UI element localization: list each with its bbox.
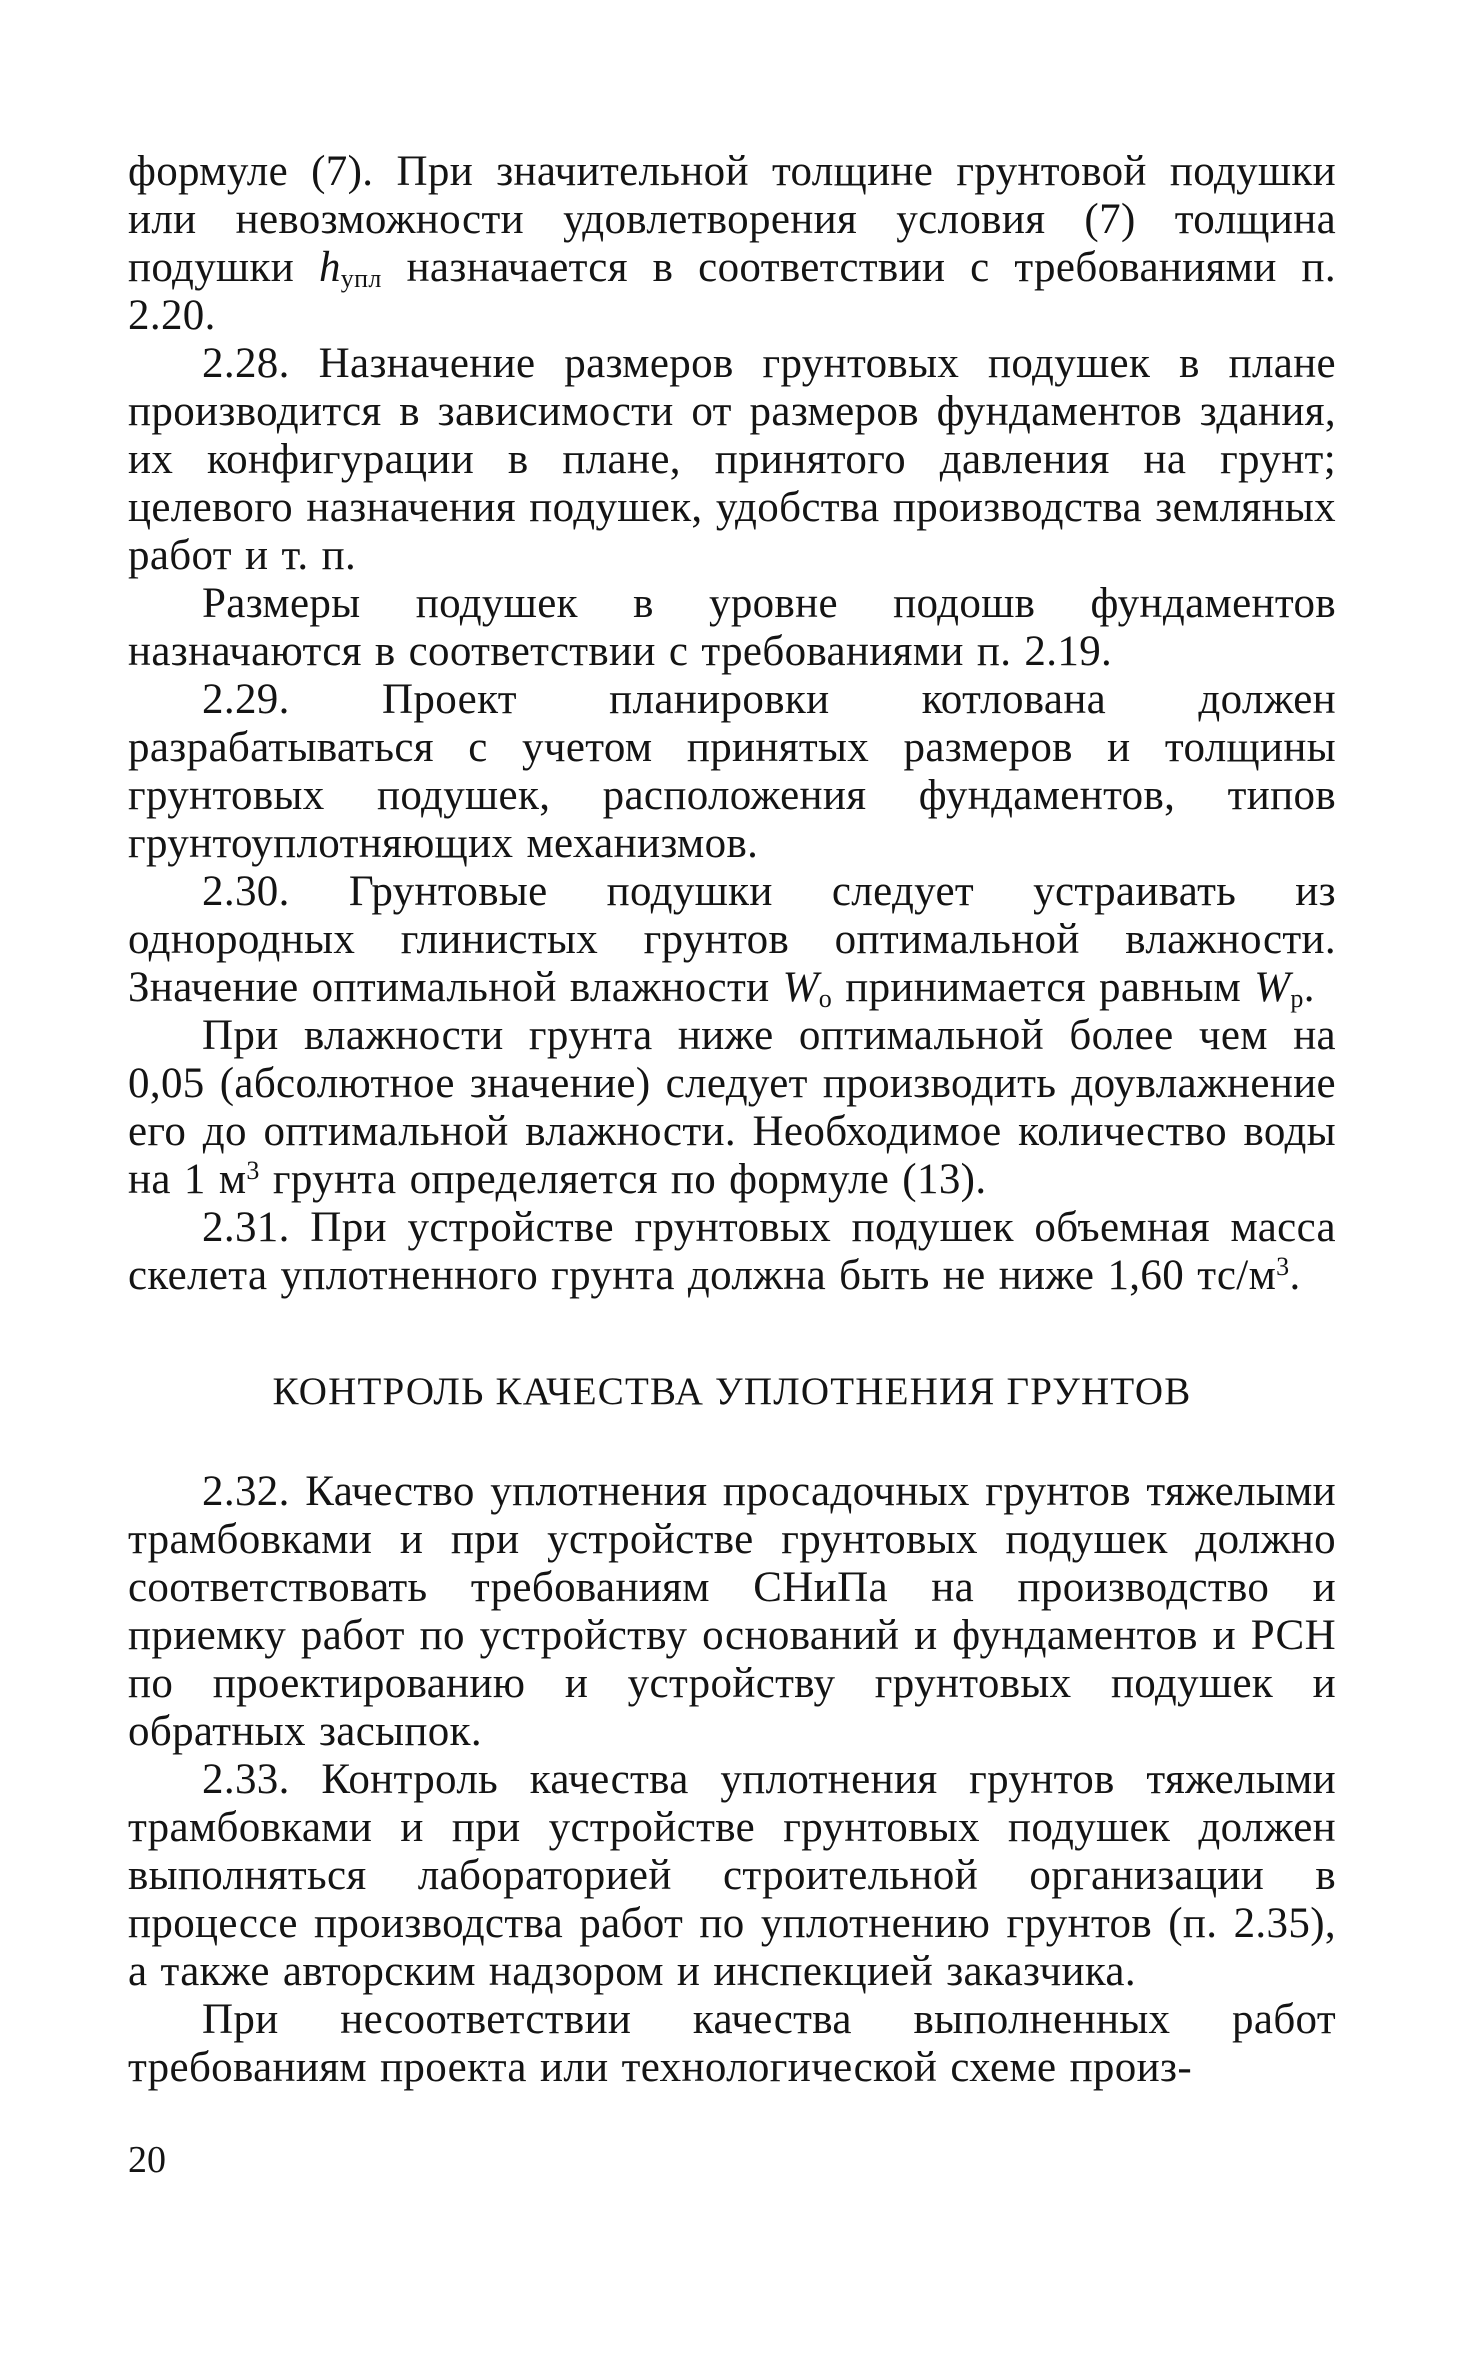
superscript: 3 [246, 1156, 260, 1185]
paragraph-2-32: 2.32. Качество уплотнения просадочных грунтов тяжелыми трамбовками и при устройстве грунтовых подушек должно соответствовать требованиям СНиПа на производство и приемку работ по устройству оснований и фундаментов и РСН по проектированию и устройству грунтовых подушек и обратных засыпок. [128, 1468, 1336, 1755]
paragraph-text: При влажности грунта ниже оптимальной более чем на 0,05 (абсолютное значение) следует производить доувлажнение его до оптимальной влажности. Необходимое количество воды на 1 м [128, 1012, 1336, 1203]
paragraph-text: 2.31. При устройстве грунтовых подушек объемная масса скелета уплотненного грунта должна быть не ниже 1,60 тс/м [128, 1204, 1336, 1299]
paragraph-moisture [128, 1012, 1336, 1204]
symbol-subscript: o [818, 984, 833, 1013]
paragraph-text: . [1289, 1252, 1301, 1299]
paragraph-2-28: 2.28. Назначение размеров грунтовых подушек в плане производится в зависимости от размеров фундаментов здания, их конфигурации в плане, принятого давления на грунт; целевого назначения подушек, удобства производства земляных работ и т. п. [128, 340, 1336, 579]
symbol-h: h [318, 244, 341, 291]
paragraph-text: . [1303, 964, 1315, 1011]
document-page [128, 148, 1336, 2298]
page-number: 20 [128, 2139, 166, 2181]
section-heading: КОНТРОЛЬ КАЧЕСТВА УПЛОТНЕНИЯ ГРУНТОВ [272, 1370, 1192, 1413]
paragraph-2-31 [128, 1204, 1336, 1300]
paragraph-text: 2.30. Грунтовые подушки следует устраивать из однородных глинистых грунтов оптимальной влажности. Значение оптимальной влажности [128, 868, 1336, 1011]
symbol-w: W [1254, 964, 1291, 1011]
paragraph-text: грунта определяется по формуле (13). [259, 1156, 987, 1203]
paragraph-text: принимается равным [832, 964, 1255, 1011]
paragraph-2-30 [128, 868, 1336, 1012]
superscript: 3 [1276, 1252, 1290, 1281]
symbol-w: W [782, 964, 819, 1011]
symbol-subscript: p [1290, 984, 1304, 1013]
paragraph-continuation [128, 148, 1336, 340]
paragraph-2-29: 2.29. Проект планировки котлована должен разрабатываться с учетом принятых размеров и толщины грунтовых подушек, расположения фундаментов, типов грунтоуплотняющих механизмов. [128, 676, 1336, 867]
paragraph-2-33: 2.33. Контроль качества уплотнения грунтов тяжелыми трамбовками и при устройстве грунтовых подушек должен выполняться лабораторией строительной организации в процессе производства работ по уплотнению грунтов (п. 2.35), а также авторским надзором и инспекцией заказчика. [128, 1756, 1336, 1995]
paragraph-nonconformity: При несоответствии качества выполненных работ требованиям проекта или технологической схеме произ- [128, 1996, 1336, 2091]
paragraph-text: формуле (7). При значительной толщине грунтовой подушки или невозможности удовлетворения условия (7) толщина подушки [128, 148, 1336, 291]
paragraph-cushion-sizes: Размеры подушек в уровне подошв фундаментов назначаются в соответствии с требованиями п. 2.19. [128, 580, 1336, 675]
symbol-subscript: упл [340, 264, 382, 293]
paragraph-text: назначается в соответствии с требованиями п. 2.20. [128, 244, 1336, 339]
